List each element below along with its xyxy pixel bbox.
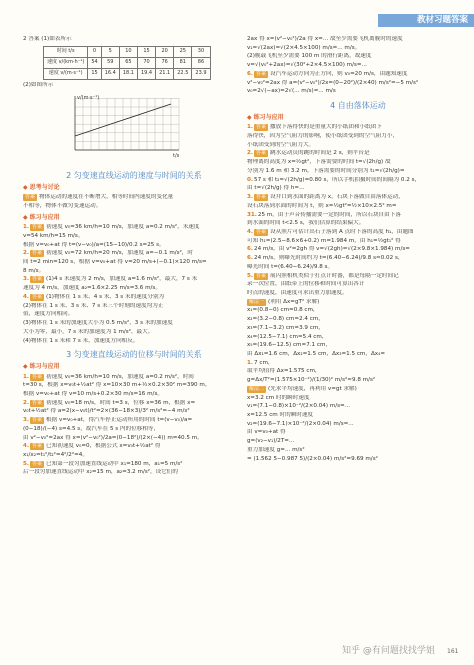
vt-graph [61, 92, 191, 160]
table-cell: 76 [156, 57, 174, 68]
text-line: 分别为 1.6 m 和 3.2 m，下落需要的时间分别为 t₁=√(2h/g)= [247, 167, 405, 174]
text-line: x₂=(3.2−0.8) cm=2.4 cm， [247, 316, 324, 323]
q2-head: 2 答案 (1)如表所示 [23, 36, 72, 42]
table-cell: 速度 v/(m·s⁻¹) [44, 68, 88, 79]
text-line: x₄=(12.5−7.1) cm=5.4 cm， [247, 333, 328, 340]
text-line: v₁=√(2ax)=√(2×4.5×100) m/s=... m/s。 [247, 44, 361, 51]
section-2-title: 2 匀变速直线运动的速度与时间的关系 [66, 171, 202, 181]
practice-2-block [23, 374, 245, 478]
table-cell: 54 [88, 57, 101, 68]
text-line: v₁=(7.1−0.8)×10⁻²/(2×0.04) m/s=... [247, 403, 351, 410]
right-practice-block [247, 124, 469, 463]
right-top-block [247, 36, 469, 96]
text-line: 4. 答案 已知初速度 v₀=0，根据公式 x=v₀t+½at² 得 [23, 443, 161, 450]
header-title: 教材习题答案 [416, 15, 468, 25]
text-line: (3)物体在 1 s 末的加速度大小为 0.5 m/s²，3 s 末的加速度 [23, 320, 173, 327]
text-line: x=3.2 cm 时的瞬时速度 [247, 394, 310, 401]
item-number: 3. [23, 417, 30, 424]
text-line: 由 v=v₀+at 得 [247, 429, 286, 436]
table-cell: 15 [137, 46, 155, 57]
answer-tag: 答案 [32, 443, 43, 450]
text-line: 曝光时间 t=(6.40−6.24)/9.8 s。 [247, 263, 334, 270]
table-cell: 10 [119, 46, 137, 57]
answer-tag: 答案 [32, 293, 43, 300]
item-number: 5. [23, 460, 30, 467]
answer-tag: 答案 [32, 373, 43, 380]
table-cell: 20 [156, 46, 174, 57]
item-number: 1. [23, 224, 30, 231]
text-line: x₁/x₂=t₁²/t₂²=4²/2²=4。 [23, 451, 88, 458]
text-line: 到水面的时间 t<2.5 s，我们估算的结果偏大。 [247, 220, 365, 227]
table-cell: 21.1 [156, 68, 174, 79]
text-line: v₀=2√(−ax)=2√(... m/s)=... m/s [247, 88, 336, 95]
text-line: 值，速度方向相同。 [23, 311, 74, 318]
table-cell: 30 [192, 46, 210, 57]
graph-ylabel: v/(m·s⁻¹) [77, 95, 100, 102]
text-line: 3. 答案 根据 v=v₀+at，得汽车停止运动所用的时间 t=(v−v₀)/a= [23, 417, 193, 424]
left-column [23, 36, 245, 646]
item-number: 3. [247, 194, 254, 201]
table-cell: 59 [101, 57, 119, 68]
text-line: v=√(v₀²+2ax)=√(30²+2×4.5×100) m/s=... [247, 62, 367, 69]
text-line: 由 Δx₁=1.6 cm，Δx₂=1.5 cm，Δx₃=1.5 cm，Δx₄= [247, 351, 386, 358]
text-line: 大小为零，最小，7 s 末的加速度为 1 m/s²，最大。 [23, 328, 154, 335]
graph-grid [75, 98, 179, 150]
answer-tag: 答案 [256, 70, 267, 77]
item-number: 2. [247, 150, 254, 157]
text-line: 1. 答案 初速度 v₀=36 km/h=10 m/s，加速度 a=0.2 m/s²，末速度 [23, 224, 200, 231]
answer-tag: 答案 [32, 250, 43, 257]
text-line: 根据 v=v₀+at 得 v=10 m/s+0.2×30 m/s=16 m/s。 [23, 390, 163, 397]
answer-tag: 答案 [256, 124, 267, 131]
answer-tag: 答案 [256, 272, 267, 279]
text-line: x₅=(19.6−12.5) cm=7.1 cm， [247, 342, 331, 349]
item-number: 4. [23, 443, 30, 450]
text-line: 6.24 m/s，则曝光时间约为 t=(6.40−6.24)/9.8 s≈0.02 s， [247, 255, 404, 262]
item-number: 5. [247, 272, 254, 279]
text-line: 时点的速度，由速度可求出重力加速度。 [247, 289, 348, 296]
sub-practice-2: ◆ 练习与应用 [23, 363, 245, 371]
text-line: 重力加速度 g=... m/s² [247, 446, 305, 453]
text-line: 不相等，物体不做匀变速运动。 [23, 203, 102, 210]
text-line: 速度为 4 m/s，加速度 a₂=1.6×2.25 m/s=3.6 m/s。 [23, 285, 161, 292]
text-line: 3. 答案 设井口到水面的距离为 x，石块下落做自由落体运动， [247, 194, 404, 201]
item-number: 2. [23, 250, 30, 257]
text-line: v=54 km/h=15 m/s。 [23, 232, 84, 239]
item-number: 4. [23, 293, 30, 300]
text-line: v²−v₀²=2ax 得 a=(v²−v₀²)/2x=(0−20²)/(2×40) m/s²=−5 m/s² [247, 79, 419, 86]
practice-1-block [23, 224, 245, 345]
text-line: 由 t=√(2h/g) 得 h=... [247, 185, 305, 192]
text-line: 1.7 cm， [247, 359, 274, 366]
sub-think: ◆ 思考与讨论 [23, 184, 245, 192]
text-line: 1. 答案 撒放下落得快的是重量大的小纸团和小纸团下 [247, 124, 382, 131]
answer-tag: 答案 [32, 417, 43, 424]
table-cell: 23.9 [192, 68, 210, 79]
text-line: 可知 h₁=(2.5−8.6×6+0.2) m=1.984 m，由 h₁=½gt₁² 得 [247, 237, 401, 244]
text-line: 5. 答案 展闪照相机类似于打点计时器，都是每隔一定时间记 [247, 272, 399, 279]
q2-part2: (2)如图所示 [23, 81, 54, 88]
table-cell: 16.4 [101, 68, 119, 79]
answer-tag: 答案 [256, 228, 267, 235]
watermark: 知乎 @有问题找找学姐 [342, 646, 435, 656]
text-line: g=(v₂−v₁)/2T=... [247, 438, 295, 445]
text-line: 取平均值得 Δx=1.575 cm， [247, 368, 321, 375]
text-line: 2. 答案 跳水运动员的跳的时间是 2 s，则平台是 [247, 150, 370, 157]
section-3-title: 3 匀变速直线运动的位移与时间的关系 [66, 350, 202, 360]
text-line: (2)物体在 1 s 末、3 s 末、7 s 末三个时刻的速度均为正 [23, 302, 164, 309]
answer-tag: 答案 [32, 276, 43, 283]
text-line: 3. 答案 (1)4 s 末速度为 2 m/s，加速度 a=1.6 m/s²，最大，7 s 末 [23, 276, 198, 283]
table-cell: 5 [101, 46, 119, 57]
text-line: = (1.562 5−0.987 5)/(2×0.04) m/s²=9.69 m/s² [247, 455, 378, 462]
text-line: g=Δx/T²=(1.575×10⁻²)/(1/30)² m/s²≈9.8 m/s² [247, 377, 376, 384]
table-cell: 15 [88, 68, 101, 79]
text-line: (0−18)/(−4) s=4.5 s，故汽车在 5 s 内的位移相等， [23, 425, 160, 432]
table-cell: 65 [119, 57, 137, 68]
item-number: 1. [23, 373, 30, 380]
text-line: 解法一 (利用 Δx=gT² 求解) [249, 298, 320, 305]
table-cell: 0 [88, 46, 101, 57]
speed-table [43, 46, 211, 80]
think-block [23, 194, 245, 210]
page-header [0, 0, 474, 30]
text-line: 解法二 (先求平均速度，再利用 v=gt 求解) [249, 385, 357, 392]
text-line: 后一段匀加速直线运动中 x₂=15 m，a₂=3.2 m/s²，设它们的 [23, 469, 178, 476]
table-cell: 81 [174, 57, 192, 68]
text-line: 根据 v=v₀+at 得 t=(v−v₀)/a=(15−10)/0.2 s=25 s。 [23, 241, 165, 248]
text-line: (2)舰载飞机至少需要 100 m 的滑行距离，故速度 [247, 53, 372, 60]
answer-tag: 答案 [25, 194, 36, 201]
table-cell: 25 [174, 46, 192, 57]
answer-tag: 答案 [32, 399, 43, 406]
text-line: 1. 答案 初速度 v₀=36 km/h=10 m/s，加速度 a=0.2 m/s²，时间 [23, 373, 194, 380]
text-line: 设石块落到水面的时间为 t，则 x=½gt²=½×10×2.5² m= [247, 202, 397, 209]
text-line: 5. 答案 已知第一段匀加速直线运动中 x₁=180 m，a₁=5 m/s² [23, 460, 183, 467]
graph-xlabel: t/s [173, 153, 180, 160]
table-cell: 70 [137, 57, 155, 68]
table-cell: 86 [192, 57, 210, 68]
table-row [44, 46, 211, 57]
section-4-title: 4 自由落体运动 [330, 101, 386, 111]
answer-tag: 答案 [256, 150, 267, 157]
text-line: 小纸团受到的空气阻力大。 [247, 141, 315, 148]
item-number: 3. [23, 276, 30, 283]
item-number: 2. [23, 399, 30, 406]
text-line: 31.25 m。由于声音传播需要一定的时间，所以石块自由下落 [247, 211, 401, 218]
table-cell: 时间 t/s [44, 46, 88, 57]
text-line: (4)物体在 1 s 末和 7 s 末，加速度方向相反。 [23, 337, 139, 344]
text-line: 间 t=2 min=120 s，根据 v=v₀+at 得 v=20 m/s+(−0.1)×120 m/s= [23, 259, 207, 266]
text-line: 0.57 s 和 t₂=√(2h/g)=0.80 s，所以手机拍摄时间的间隔为 0.2 s， [247, 176, 421, 183]
item-number: 0. [247, 176, 254, 183]
table-cell: 18.1 [119, 68, 137, 79]
text-line: t=30 s，根据 x=v₀t+½at² 得 x=10×30 m+½×0.2×30² m=390 m。 [23, 382, 211, 389]
item-number: 6. [247, 70, 254, 77]
item-number: 1. [247, 359, 254, 366]
item-number: 6. [247, 255, 254, 262]
table-row [44, 57, 211, 68]
text-line: x₃=(7.1−3.2) cm=3.9 cm， [247, 324, 324, 331]
page-number: 161 [447, 648, 459, 655]
text-line: 落得快，因为空气阻力的影响，使小纸团受到的空气阻力小， [247, 133, 399, 140]
text-line: x₁=(0.8−0) cm=0.8 cm， [247, 307, 319, 314]
text-line: 8 m/s。 [23, 267, 45, 274]
answer-tag: 解法二 [249, 385, 265, 392]
text-line: 2. 答案 初速度 v₀=18 m/s，时间 t=3 s，位移 x=36 m，根据 x= [23, 399, 196, 406]
text-line: 2ax 得 x=(v²−v₀²)/2a 得 x=... 故至少需要飞机离舰时的速度 [247, 36, 403, 42]
table-row [44, 68, 211, 79]
text-line: v₀t+½at² 得 a=2(x−v₀t)/t²=2×(36−18×3)/3² m/s²=−4 m/s² [23, 408, 190, 415]
table-cell: 速度 v/(km·h⁻¹) [44, 57, 88, 68]
text-line: 物理离的高度为 x=½gt²，下落需要的时间 t=√(2h/g) 故 [247, 159, 391, 166]
item-number: 4. [247, 228, 254, 235]
text-line: 4. 答案 (1)物体在 1 s 末、4 s 末、3 s 末的速度分别为 [23, 293, 165, 300]
answer-tag: 答案 [32, 460, 43, 467]
sub-practice-3: ◆ 练习与应用 [247, 114, 469, 122]
text-line: 4. 答案 设从照片可估计出石子落到 A 点时下落的高度 h₁，由题图 [247, 228, 414, 235]
right-column [247, 36, 469, 646]
table-cell: 19.4 [137, 68, 155, 79]
text-line: 6. 答案 设汽车运动方向为正方向，则 v₀=20 m/s，由题知速度 [247, 70, 408, 77]
text-line: 由 v²−v₀²=2ax 得 x=(v²−v₀²)/2a=(0−18²)/(2×(−4)) m=40.5 m。 [23, 434, 203, 441]
text-line: 6.24 m/s，由 v²=2gh 得 v=√(2gh)=√(2×9.8×1.984) m/s= [247, 246, 410, 253]
sub-practice-1: ◆ 练习与应用 [23, 214, 245, 222]
text-line: 录一次位置，由纸带上的位移和时间可算出各计 [247, 281, 365, 288]
answer-tag: 答案 [256, 194, 267, 201]
text-line: 答案 物体运动的速度在不断增大，相等时间内速度的变化量 [25, 194, 174, 201]
text-line: x=12.5 cm 时的瞬时速度 [247, 412, 314, 419]
item-number: 31. [247, 211, 257, 218]
item-number: 6. [247, 246, 254, 253]
item-number: 1. [247, 124, 254, 131]
answer-tag: 答案 [32, 224, 43, 231]
table-cell: 22.5 [174, 68, 192, 79]
answer-tag: 解法一 [249, 298, 265, 305]
text-line: v₂=(19.6−7.1)×10⁻²/(2×0.04) m/s=... [247, 420, 354, 427]
text-line: 2. 答案 初速度 v₀=72 km/h=20 m/s，加速度 a=−0.1 m/s²，时 [23, 250, 193, 257]
